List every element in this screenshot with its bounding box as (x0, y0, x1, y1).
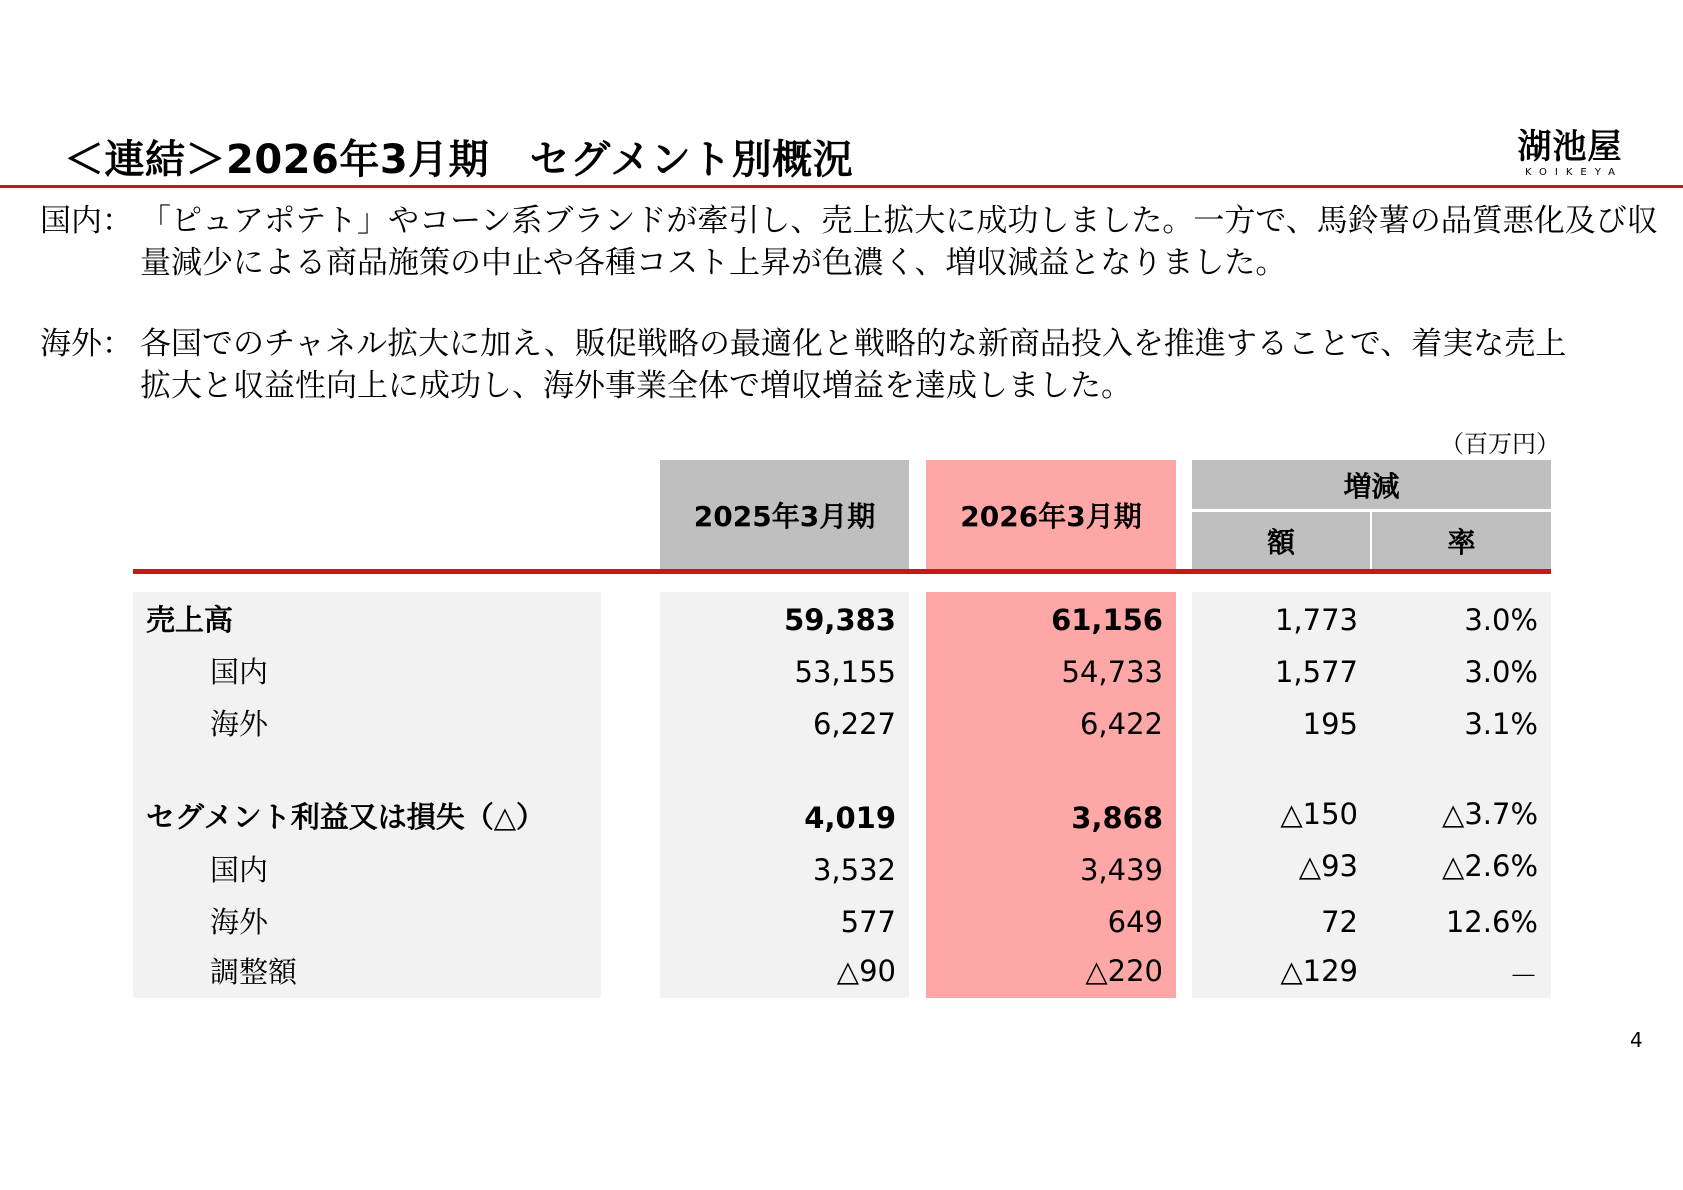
change-rate: △2.6% (1442, 849, 1538, 883)
overseas-summary-line: 拡大と収益性向上に成功し、海外事業全体で増収増益を達成しました。 (140, 368, 1132, 404)
company-logo (1510, 128, 1630, 180)
row-label: セグメント利益又は損失（△） (146, 800, 546, 834)
current-value: 3,439 (1079, 853, 1163, 887)
change-amount: 1,577 (1274, 655, 1358, 689)
change-amount: 72 (1321, 905, 1358, 939)
prev-value: 53,155 (794, 655, 896, 689)
change-amount: △129 (1280, 954, 1358, 988)
row-label: 海外 (210, 707, 269, 741)
header-prev-year: 2025年3月期 (660, 460, 909, 569)
change-rate: － (1508, 959, 1538, 993)
change-rate: 3.1% (1464, 707, 1538, 741)
prev-value: 4,019 (804, 801, 896, 835)
header-rate: 率 (1372, 512, 1551, 569)
change-rate: 12.6% (1445, 905, 1538, 939)
prev-value: 577 (840, 905, 896, 939)
current-value: 54,733 (1061, 655, 1163, 689)
row-label: 国内 (210, 853, 269, 887)
header-amount: 額 (1192, 512, 1370, 569)
prev-value: △90 (836, 954, 896, 988)
current-value: 6,422 (1079, 707, 1163, 741)
header-current-year: 2026年3月期 (926, 460, 1176, 569)
page-title: ＜連結＞2026年3月期 セグメント別概況 (64, 137, 854, 183)
row-label: 国内 (210, 655, 269, 689)
current-value: △220 (1085, 954, 1163, 988)
prev-value: 3,532 (812, 853, 896, 887)
change-rate: 3.0% (1464, 655, 1538, 689)
row-label: 売上高 (146, 603, 234, 637)
page-number: 4 (1630, 1028, 1643, 1052)
domestic-summary-label: 国内： (40, 203, 133, 239)
prev-value: 6,227 (812, 707, 896, 741)
logo-name: 湖池屋 (1517, 127, 1623, 167)
header-change: 増減 (1192, 460, 1551, 509)
logo-romaji: KOIKEYA (1525, 167, 1623, 178)
change-rate: 3.0% (1464, 603, 1538, 637)
current-value: 61,156 (1051, 603, 1163, 637)
current-value: 3,868 (1071, 801, 1163, 835)
domestic-summary-line: 「ピュアポテト」やコーン系ブランドが牽引し、売上拡大に成功しました。一方で、馬鈴薯の品質悪化及び収 (140, 203, 1658, 239)
unit-label: （百万円） (1440, 430, 1560, 458)
prev-value: 59,383 (784, 603, 896, 637)
domestic-summary-line: 量減少による商品施策の中止や各種コスト上昇が色濃く、増収減益となりました。 (140, 245, 1287, 281)
title-divider (0, 185, 1683, 188)
change-amount: △150 (1280, 797, 1358, 831)
change-amount: 1,773 (1274, 603, 1358, 637)
current-value: 649 (1107, 905, 1163, 939)
overseas-summary-line: 各国でのチャネル拡大に加え、販促戦略の最適化と戦略的な新商品投入を推進することで、着実な売上 (140, 326, 1567, 362)
change-amount: △93 (1298, 849, 1358, 883)
row-label: 調整額 (210, 955, 298, 989)
header-divider (133, 569, 1551, 574)
change-amount: 195 (1302, 707, 1358, 741)
overseas-summary-label: 海外： (40, 326, 133, 362)
change-rate: △3.7% (1442, 797, 1538, 831)
row-label: 海外 (210, 905, 269, 939)
